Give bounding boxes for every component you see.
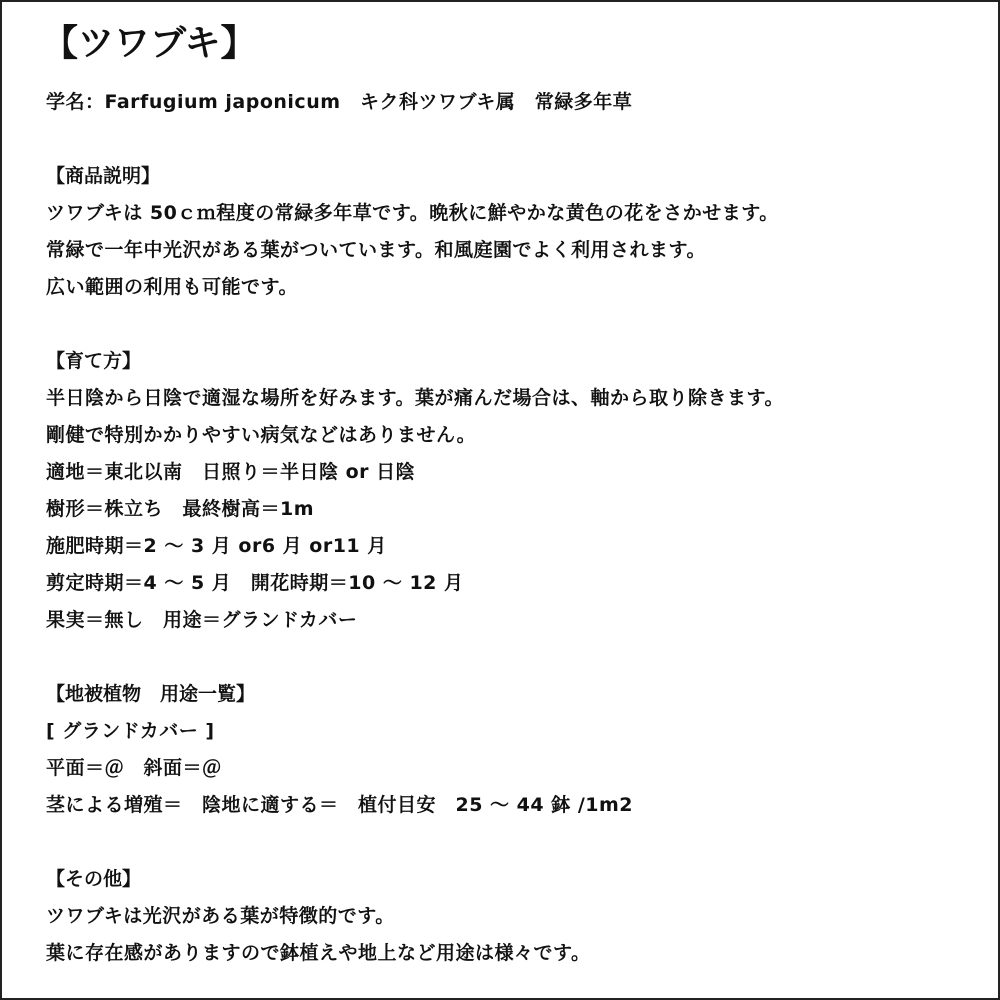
description-line: 広い範囲の利用も可能です。: [46, 276, 298, 298]
description-heading: 【商品説明】: [46, 165, 161, 187]
other-heading: 【その他】: [46, 868, 142, 890]
groundcover-line: [ グランドカバー ]: [46, 720, 215, 742]
other-line: 葉に存在感がありますので鉢植えや地上など用途は様々です。: [46, 942, 591, 964]
care-line: 適地＝東北以南 日照り＝半日陰 or 日陰: [46, 461, 416, 483]
description-line: 常緑で一年中光沢がある葉がついています。和風庭園でよく利用されます。: [46, 239, 706, 261]
care-line: 剛健で特別かかりやすい病気などはありません。: [46, 424, 477, 446]
other-line: ツワブキは光沢がある葉が特徴的です。: [46, 905, 395, 927]
groundcover-line: 茎による増殖＝ 陰地に適する＝ 植付目安 25 ～ 44 鉢 /1m2: [46, 794, 634, 816]
groundcover-line: 平面＝＠ 斜面＝＠: [46, 757, 222, 779]
description-line: ツワブキは 50ｃｍ程度の常緑多年草です。晩秋に鮮やかな黄色の花をさかせます。: [46, 202, 779, 224]
care-line: 樹形＝株立ち 最終樹高＝1m: [46, 498, 315, 520]
care-line: 果実＝無し 用途＝グランドカバー: [46, 609, 358, 631]
care-line: 施肥時期＝2 ～ 3 月 or6 月 or11 月: [46, 535, 387, 557]
page-title: 【ツワブキ】: [42, 23, 257, 64]
care-line: 剪定時期＝4 ～ 5 月 開花時期＝10 ～ 12 月: [46, 572, 464, 594]
care-heading: 【育て方】: [46, 350, 142, 372]
groundcover-heading: 【地被植物 用途一覧】: [46, 683, 256, 705]
scientific-name-line: 学名：Farfugium japonicum キク科ツワブキ属 常緑多年草: [46, 91, 633, 113]
care-line: 半日陰から日陰で適湿な場所を好みます。葉が痛んだ場合は、軸から取り除きます。: [46, 387, 784, 409]
